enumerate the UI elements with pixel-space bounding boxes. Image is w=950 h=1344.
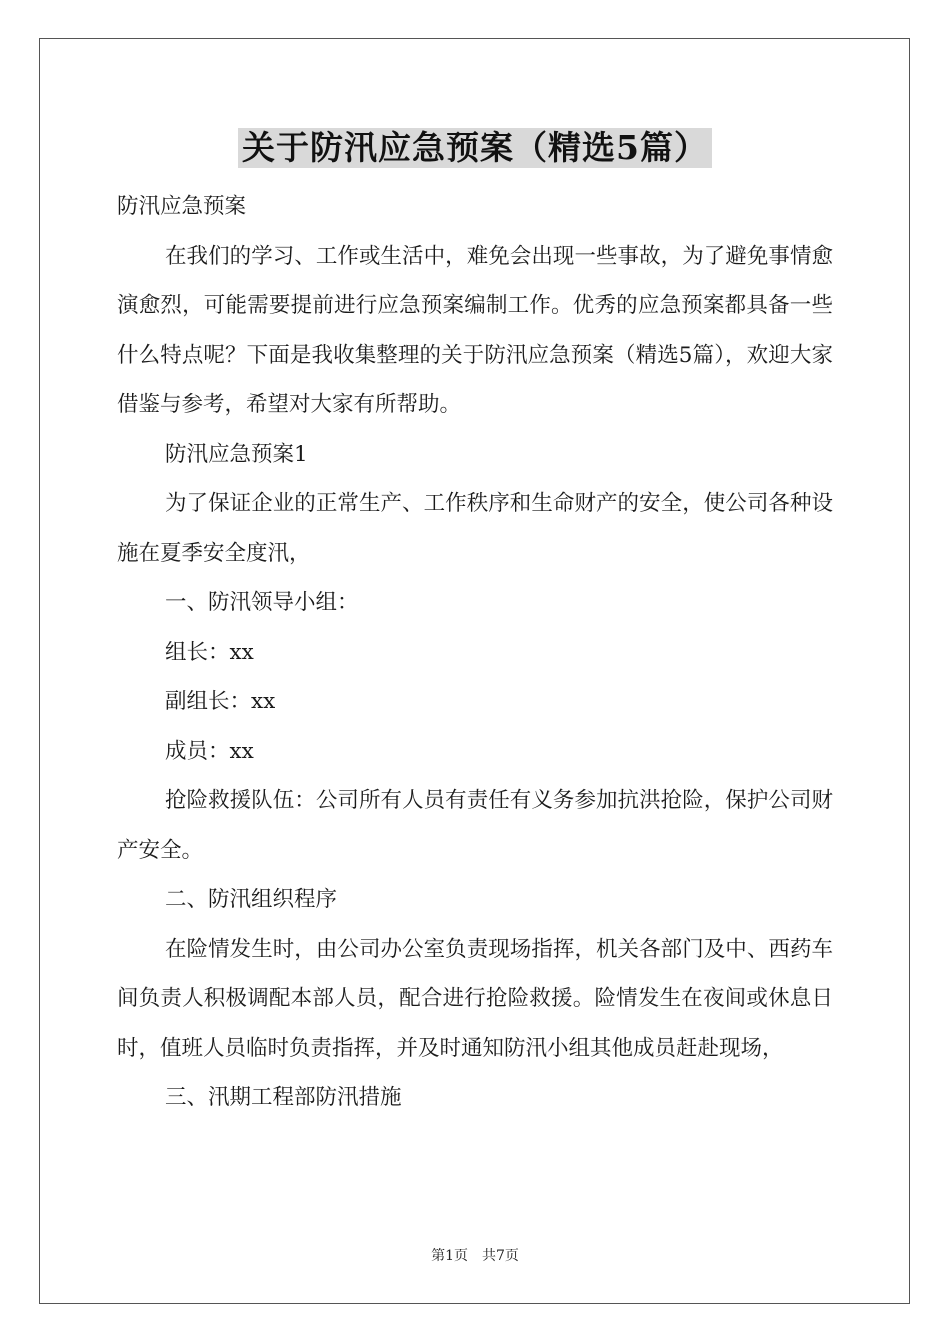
section-heading-plan-1: 防汛应急预案1	[165, 441, 308, 467]
paragraph-members: 成员：xx	[165, 738, 254, 764]
paragraph-deputy-leader: 副组长：xx	[165, 689, 276, 714]
section-heading-measures: 三、汛期工程部防汛措施	[165, 1085, 402, 1110]
page-number-current: 第1页	[431, 1248, 468, 1264]
title-container	[0, 128, 950, 168]
document-subtitle: 防汛应急预案	[117, 194, 247, 219]
paragraph-intro: 在我们的学习、工作或生活中，难免会出现一些事故，为了避免事情愈演愈烈，可能需要提前进行应急预案编制工作。优秀的应急预案都具备一些什么特点呢？下面是我收集整理的关于防汛应急预案（精选5篇），欢迎大家借鉴与参考，希望对大家有所帮助。	[117, 243, 833, 417]
page-footer	[0, 1246, 950, 1266]
document-body	[117, 182, 833, 1123]
paragraph-purpose: 为了保证企业的正常生产、工作秩序和生命财产的安全，使公司各种设施在夏季安全度汛，	[117, 491, 833, 566]
section-heading-procedure: 二、防汛组织程序	[165, 887, 338, 912]
page-number-total: 共7页	[482, 1248, 519, 1264]
paragraph-rescue-team: 抢险救援队伍：公司所有人员有责任有义务参加抗洪抢险，保护公司财产安全。	[117, 788, 833, 863]
paragraph-procedure: 在险情发生时，由公司办公室负责现场指挥，机关各部门及中、西药车间负责人积极调配本部人员，配合进行抢险救援。险情发生在夜间或休息日时，值班人员临时负责指挥，并及时通知防汛小组其他成员赶赴现场，	[117, 936, 833, 1061]
document-title: 关于防汛应急预案（精选5篇）	[238, 128, 712, 168]
section-heading-leadership: 一、防汛领导小组：	[165, 590, 359, 615]
paragraph-leader: 组长：xx	[165, 639, 254, 665]
